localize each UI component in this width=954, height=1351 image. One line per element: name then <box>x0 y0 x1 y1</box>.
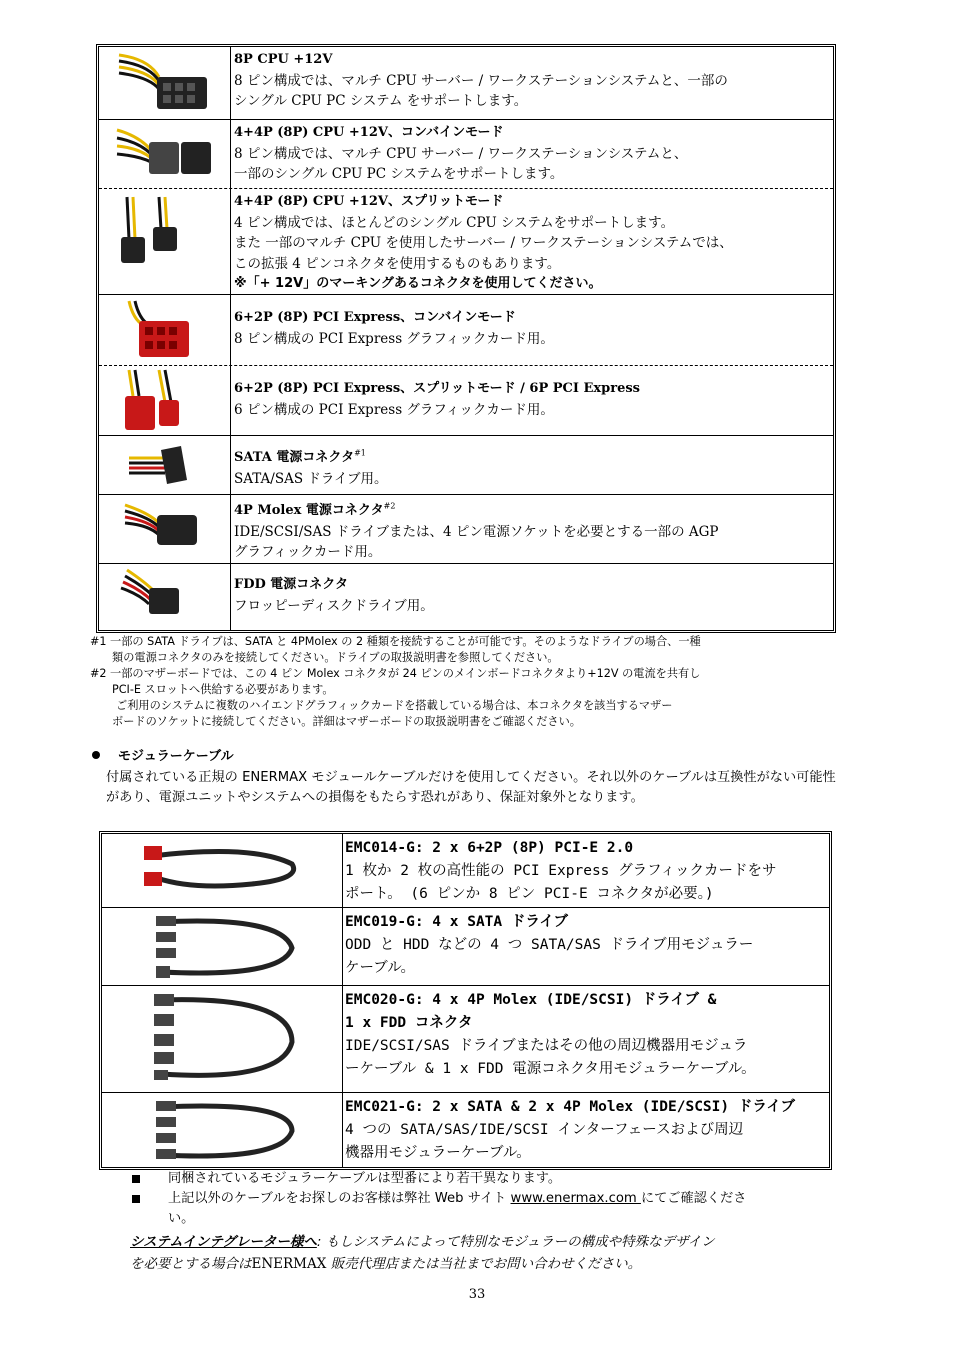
sysint-text: を必要とする場合は <box>130 1256 252 1272</box>
cable-photo-icon <box>102 908 342 985</box>
connector-image-6+2p-combine <box>99 295 231 365</box>
connector-image-6+2p-split <box>99 366 231 435</box>
website-link[interactable]: www.enermax.com <box>510 1191 641 1206</box>
connector-text: 8 ピン構成では、マルチ CPU サーバー / ワークステーションシステムと、 <box>234 145 688 162</box>
list-item-text: 同梱されているモジュラーケーブルは型番により若干異なります。 <box>168 1171 562 1186</box>
footnote-ref: #2 <box>383 502 396 511</box>
connector-image-molex <box>99 495 231 563</box>
connector-title: 4+4P (8P) CPU +12V、コンバインモード <box>234 125 504 140</box>
footnote-2: #2 一部のマザーボードでは、この 4 ピン Molex コネクタが 24 ピンのメインボードコネクタより+12V の電流を共有し <box>90 667 701 680</box>
connector-text: シングル CPU PC システム をサポートします。 <box>234 93 528 109</box>
square-bullet-icon <box>132 1175 140 1183</box>
module-cable-table <box>99 831 832 1170</box>
notes-list <box>128 1169 844 1229</box>
cable-photo-icon <box>102 1093 342 1167</box>
module-image-emc021 <box>102 1093 343 1167</box>
sysint-text: 販売代理店または当社までお問い合わせください。 <box>326 1256 642 1272</box>
connector-text: また 一部のマルチ CPU を使用したサーバー / ワークステーションシステムでは、 <box>234 235 733 251</box>
footnote-ref: #1 <box>354 449 366 458</box>
connector-description <box>231 189 833 294</box>
module-text: ODD と HDD などの 4 つ SATA/SAS ドライブ用モジュラー <box>345 937 754 953</box>
connector-description <box>231 495 833 563</box>
connector-row <box>99 564 833 630</box>
connector-title <box>234 450 366 465</box>
list-item-text: 上記以外のケーブルをお探しのお客様は弊社 Web サイト <box>168 1191 511 1206</box>
connector-title <box>234 503 395 518</box>
footnote-1: #1 一部の SATA ドライブは、SATA と 4PMolex の 2 種類を接続することが可能です。そのようなドライブの場合、一種 <box>90 635 701 648</box>
connector-text: SATA/SAS ドライブ用。 <box>234 470 388 487</box>
connector-text: 8 ピン構成の PCI Express グラフィックカード用。 <box>234 330 554 347</box>
connector-text: フロッピーディスクドライブ用。 <box>234 597 434 614</box>
connector-description <box>231 120 833 188</box>
square-bullet-icon <box>132 1195 140 1203</box>
list-item <box>128 1169 844 1189</box>
module-description <box>343 986 829 1092</box>
connector-image-8p-cpu <box>99 47 231 119</box>
module-title: EMC014-G: 2 x 6+2P (8P) PCI-E 2.0 <box>345 840 634 856</box>
cable-photo-icon <box>99 47 230 120</box>
connector-text: 8 ピン構成では、マルチ CPU サーバー / ワークステーションシステムと、一部の <box>234 72 728 89</box>
footnote-2-cont: ご利用のシステムに複数のハイエンドグラフィックカードを搭載している場合は、本コネクタを該当するマザー <box>116 699 673 712</box>
cable-photo-icon <box>99 366 230 436</box>
section-heading <box>92 745 234 764</box>
system-integrator-label: システムインテグレーター様へ <box>130 1234 317 1250</box>
connector-description <box>231 366 833 435</box>
cable-photo-icon <box>99 564 230 630</box>
list-item-text: い。 <box>168 1211 195 1226</box>
module-title: EMC021-G: 2 x SATA & 2 x 4P Molex (IDE/SCSI) ドライブ <box>345 1099 795 1115</box>
module-row <box>102 1093 829 1167</box>
connector-description <box>231 295 833 365</box>
module-title-cont: 1 x FDD コネクタ <box>345 1015 473 1031</box>
footnotes <box>90 634 842 730</box>
module-description <box>343 908 829 985</box>
cable-photo-icon <box>99 295 230 366</box>
connector-title: 4+4P (8P) CPU +12V、スプリットモード <box>234 194 504 209</box>
module-text: 1 枚か 2 枚の高性能の PCI Express グラフィックカードをサ <box>345 863 777 879</box>
connector-description <box>231 436 833 494</box>
connector-row <box>99 436 833 495</box>
connector-title: FDD 電源コネクタ <box>234 577 349 592</box>
module-title: EMC019-G: 4 x SATA ドライブ <box>345 914 568 930</box>
module-text: ポート。 (6 ピンか 8 ピン PCI-E コネクタが必要。) <box>345 886 714 902</box>
connector-text: 4 ピン構成では、ほとんどのシングル CPU システムをサポートします。 <box>234 214 675 231</box>
connector-warning: ※「+ 12V」のマーキングあるコネクタを使用してください。 <box>234 276 602 291</box>
connector-image-sata <box>99 436 231 494</box>
module-image-emc014 <box>102 834 343 907</box>
sysint-colon: : <box>316 1234 326 1250</box>
module-text: ケーブル。 <box>345 960 416 976</box>
bullet-icon <box>92 751 100 759</box>
intro-paragraph: 付属されている正規の ENERMAX モジュールケーブルだけを使用してください。それ以外のケーブルは互換性がない可能性があり、電源ユニットやシステムへの損傷をもたらす恐れがあり、保証対象外となります。 <box>106 770 836 805</box>
module-text: 機器用モジュラーケーブル。 <box>345 1145 531 1161</box>
connector-image-4+4p-combine <box>99 120 231 188</box>
module-image-emc020 <box>102 986 343 1092</box>
list-item-text: にてご確認くださ <box>640 1191 747 1206</box>
section-title: モジュラーケーブル <box>118 749 234 764</box>
cable-photo-icon <box>99 189 230 295</box>
footnote-1-cont: 類の電源コネクタのみを接続してください。ドライブの取扱説明書を参照してください。 <box>112 651 559 664</box>
connector-row <box>99 189 833 295</box>
connector-text: IDE/SCSI/SAS ドライブまたは、4 ピン電源ソケットを必要とする一部の AGP <box>234 523 719 540</box>
connector-row <box>99 295 833 366</box>
cable-photo-icon <box>99 495 230 564</box>
page-number: 33 <box>468 1287 486 1302</box>
footnote-2-cont: PCI-E スロットへ供給する必要があります。 <box>112 683 334 696</box>
module-image-emc019 <box>102 908 343 985</box>
connector-title: 6+2P (8P) PCI Express、スプリットモード / 6P PCI Express <box>234 381 640 396</box>
connector-row <box>99 47 833 120</box>
module-title: EMC020-G: 4 x 4P Molex (IDE/SCSI) ドライブ & <box>345 992 717 1008</box>
connector-title-text: 4P Molex 電源コネクタ <box>234 503 384 519</box>
cable-photo-icon <box>102 986 342 1092</box>
connector-row <box>99 495 833 564</box>
connector-title: 6+2P (8P) PCI Express、コンバインモード <box>234 310 516 325</box>
footnote-2-cont: ボードのソケットに接続してください。詳細はマザーボードの取扱説明書をご確認ください。 <box>112 715 581 728</box>
brand-name: ENERMAX <box>251 1256 327 1272</box>
connector-text: 6 ピン構成の PCI Express グラフィックカード用。 <box>234 401 554 418</box>
list-item <box>128 1189 844 1229</box>
module-text: 4 つの SATA/SAS/IDE/SCSI インターフェースおよび周辺 <box>345 1122 744 1138</box>
system-integrator-note <box>130 1231 846 1275</box>
module-description <box>343 834 829 907</box>
module-text: IDE/SCSI/SAS ドライブまたはその他の周辺機器用モジュラ <box>345 1038 748 1054</box>
module-row <box>102 986 829 1093</box>
connector-description <box>231 47 833 119</box>
connector-image-fdd <box>99 564 231 630</box>
connector-row <box>99 366 833 436</box>
sysint-text: もしシステムによって特別なモジュラーの構成や特殊なデザイン <box>325 1234 715 1250</box>
cable-photo-icon <box>99 120 230 189</box>
module-row <box>102 908 829 986</box>
connector-text: グラフィックカード用。 <box>234 544 382 561</box>
module-description <box>343 1093 829 1167</box>
connector-row <box>99 120 833 189</box>
connector-text: 一部のシングル CPU PC システムをサポートします。 <box>234 166 564 182</box>
module-row <box>102 834 829 908</box>
connector-description <box>231 564 833 630</box>
connector-image-4+4p-split <box>99 189 231 294</box>
connector-title: 8P CPU +12V <box>234 52 333 67</box>
connector-title-text: SATA 電源コネクタ <box>234 450 355 466</box>
module-text: ーケーブル & 1 x FDD 電源コネクタ用モジュラーケーブル。 <box>345 1061 756 1077</box>
connector-text: この拡張 4 ピンコネクタを使用するものもあります。 <box>234 255 561 272</box>
connector-table <box>96 44 836 633</box>
cable-photo-icon <box>102 834 342 907</box>
cable-photo-icon <box>99 436 230 495</box>
